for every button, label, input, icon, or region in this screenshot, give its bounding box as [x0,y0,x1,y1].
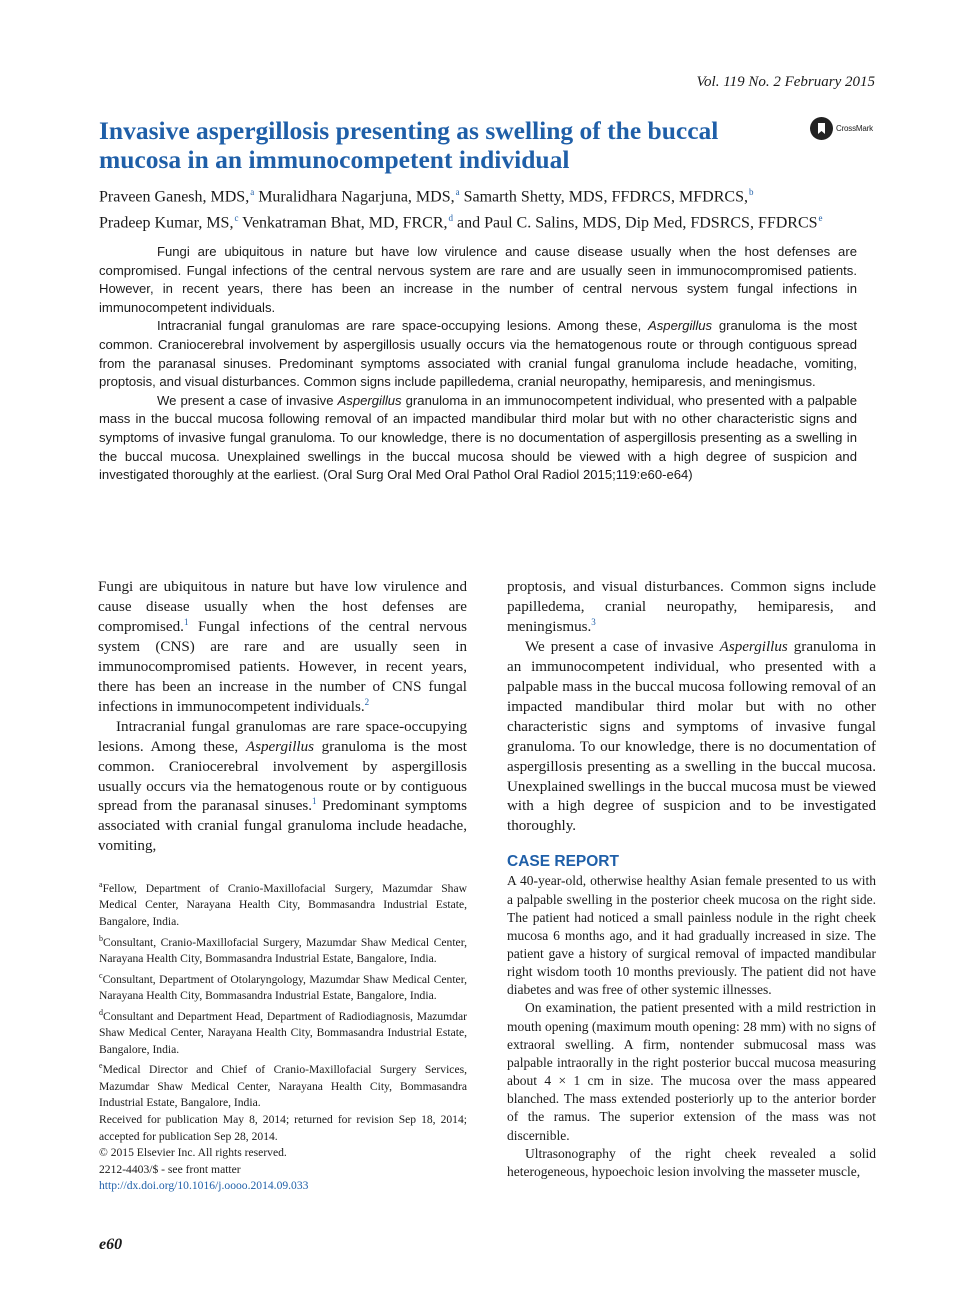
body-column-left [98,578,467,857]
affiliation-marker[interactable]: e [818,212,823,223]
reference-link[interactable]: 3 [591,616,596,627]
crossmark-badge[interactable] [810,117,873,140]
author: Pradeep Kumar, MS, [99,214,234,232]
author: Praveen Ganesh, MDS, [99,188,250,206]
body-paragraph: Intracranial fungal granulomas are rare space-occupying lesions. Among these, Aspergillus granuloma is the most common. Craniocerebral involvement by aspergillosis usually occurs via the hematogenous route or by contiguous spread from the paranasal sinuses.$^1$ Predominant symptoms associated with cranial fungal granuloma include headache, vomiting, [98,718,467,855]
body-paragraph: On examination, the patient presented with a mild restriction in mouth opening (maximum mouth opening: 28 mm) with no signs of extraoral swelling. A firm, nontender submucosal mass was palpable intraorally in the right posterior buccal mucosa measuring about 4 × 1 cm in size. The mucosa over the mass appeared blanched. The mass extended posteriorly up to the anterior border of the ramus. The superior extension of the mass was not discernible. [507,1000,876,1143]
section-heading: CASE REPORT [507,853,619,871]
received-dates: Received for publication May 8, 2014; returned for revision Sep 18, 2014; accepted for publication Sep 28, 2014. [99,1113,467,1143]
affiliation-footnote: $^b$Consultant, Cranio-Maxillofacial Surgery, Mazumdar Shaw Medical Center, Narayana Health City, Bommasandra Industrial Estate, Bangalore, India. [99,933,467,966]
affiliation-footnote: $^e$Medical Director and Chief of Cranio-Maxillofacial Surgery Services, Mazumdar Shaw Medical Center, Narayana Health City, Bommasandra Industrial Estate, Bangalore, India. [99,1061,467,1110]
reference-link[interactable]: 1 [312,796,317,807]
page-number: e60 [99,1236,123,1253]
footnotes [99,877,467,1195]
author-conjunction: and [457,214,485,232]
body-paragraph: A 40-year-old, otherwise healthy Asian female presented to us with a palpable swelling in the posterior cheek mucosa on the right side. The patient had noticed a small painless nodule in the right cheek mucosa 6 months ago, and it had gradually increased in size. The patient gave a history of surgical removal of impacted mandibular right wisdom tooth 10 months previously. The patient did not have diabetes and was free of other systemic illnesses. [507,873,876,998]
body-paragraph: We present a case of invasive Aspergillus granuloma in an immunocompetent individual, who presented with a palpable mass in the buccal mucosa following removal of an impacted mandibular third molar but with no other characteristic signs and symptoms of invasive fungal granuloma. To our knowledge, there is no documentation of aspergillosis presenting as a swelling in the buccal mucosa. Unexplained swellings in the buccal mucosa must be viewed with a high degree of suspicion and to be investigated thoroughly. [507,638,876,835]
affiliation-marker[interactable]: b [748,187,754,197]
doi-link[interactable]: http://dx.doi.org/10.1016/j.oooo.2014.09.033 [99,1179,309,1193]
affiliation-marker[interactable]: a [250,187,255,197]
article-title: Invasive aspergillosis presenting as swelling of the buccal mucosa in an immunocompetent individual [99,116,719,174]
journal-info: Vol. 119 No. 2 February 2015 [696,74,875,90]
author: Muralidhara Nagarjuna, MDS, [258,188,455,206]
affiliation-footnote: $^c$Consultant, Department of Otolaryngology, Mazumdar Shaw Medical Center, Narayana Health City, Bommasandra Industrial Estate, Bangalore, India. [99,970,467,1003]
issn: 2212-4403/$ - see front matter [99,1162,241,1176]
abstract-paragraph: We present a case of invasive Aspergillus granuloma in an immunocompetent individual, who presented with a palpable mass in the buccal mucosa following removal of an impacted mandibular third molar but with no other characteristic signs and symptoms of invasive fungal granuloma. To our knowledge, there is no documentation of aspergillosis presenting as a swelling in the buccal mucosa. Unexplained swellings in the buccal mucosa should be viewed with a high degree of suspicion and investigated thoroughly at the earliest. (Oral Surg Oral Med Oral Pathol Oral Radiol 2015;119:e60-e64) [99,392,857,483]
body-paragraph: proptosis, and visual disturbances. Common signs include papilledema, cranial neuropathy, hemiparesis, and meningismus.$^3$ [507,579,876,635]
affiliation-marker[interactable]: d [448,212,453,223]
affiliation-marker[interactable]: c [234,212,239,223]
copyright: © 2015 Elsevier Inc. All rights reserved. [99,1146,287,1160]
reference-link[interactable]: 1 [183,616,189,627]
body-paragraph: Fungi are ubiquitous in nature but have low virulence and cause disease usually when the host defenses are compromised.$^1$ Fungal infections of the central nervous system (CNS) are rare and are usually seen in immunocompromised patients. However, in recent years, there has been an increase in the number of CNS fungal infections in immunocompetent individuals.$^2$ [98,579,467,715]
abstract [99,243,857,485]
abstract-paragraph: Fungi are ubiquitous in nature but have low virulence and cause disease usually when the host defenses are compromised. Fungal infections of the central nervous system are rare and are usually seen in immunocompromised patients. However, in recent years, there has been an increase in the number of central nervous system fungal infections in immunocompetent individuals. [99,244,857,315]
reference-link[interactable]: 2 [364,696,370,707]
affiliation-footnote: $^d$Consultant and Department Head, Department of Radiodiagnosis, Mazumdar Shaw Medical Center, Narayana Health City, Bommasandra Industrial Estate, Bangalore, India. [99,1007,467,1056]
crossmark-label: CrossMark [836,124,873,133]
abstract-paragraph: Intracranial fungal granulomas are rare space-occupying lesions. Among these, Aspergillus granuloma is the most common. Craniocerebral involvement by aspergillosis usually occurs via the hematogenous route or through contiguous spread from the paranasal sinuses. Predominant symptoms associated with cranial fungal granuloma include headache, vomiting, proptosis, and visual disturbances. Common signs include papilledema, cranial neuropathy, hemiparesis, and meningismus. [99,318,858,390]
body-paragraph: Ultrasonography of the right cheek revealed a solid heterogeneous, hypoechoic lesion involving the masseter muscle, [507,1145,876,1179]
case-report-text [507,872,876,1181]
author: Samarth Shetty, MDS, FFDRCS, MFDRCS, [463,188,748,206]
affiliation-marker[interactable]: a [455,187,460,197]
crossmark-icon [810,117,833,140]
author: Venkatraman Bhat, MD, FRCR, [242,214,448,232]
affiliation-footnote: $^a$Fellow, Department of Cranio-Maxillofacial Surgery, Mazumdar Shaw Medical Center, Narayana Health City, Bommasandra Industrial Estate, Bangalore, India. [99,880,467,929]
body-column-right [507,578,876,1181]
author-list [99,182,899,234]
author: Paul C. Salins, MDS, Dip Med, FDSRCS, FFDRCS [484,214,818,232]
